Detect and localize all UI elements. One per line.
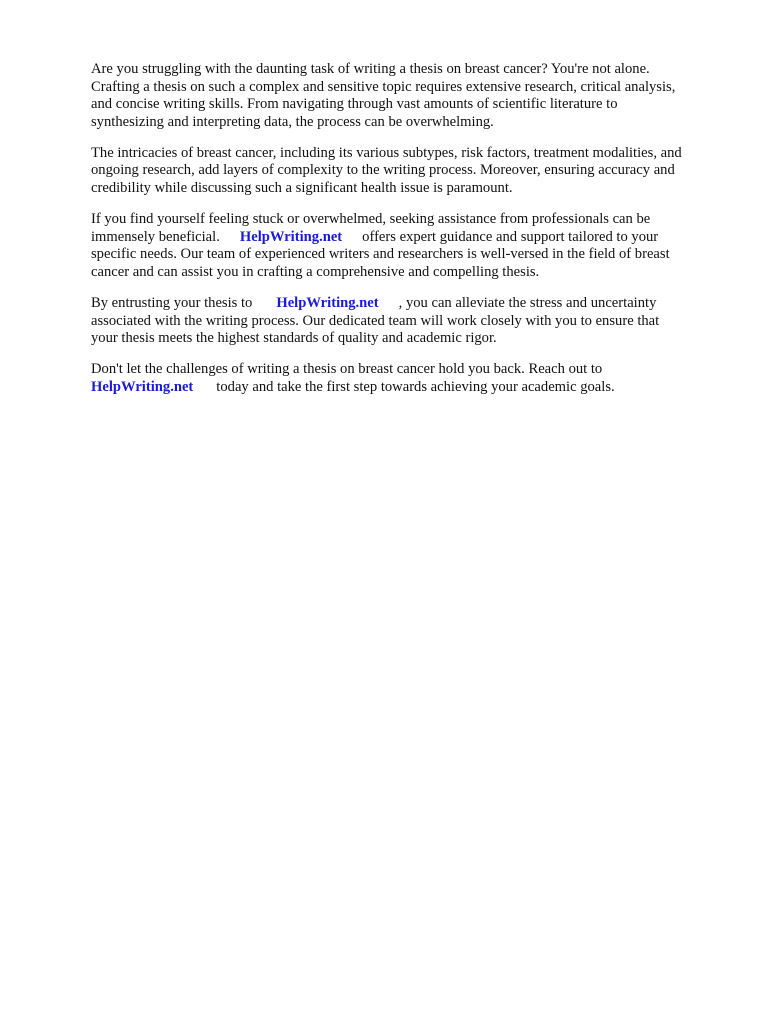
text-line: your thesis meets the highest standards of quality and academic rigor. [91, 330, 497, 347]
text-line: associated with the writing process. Our dedicated team will work closely with you to ensure that [91, 312, 660, 329]
text-line: cancer and can assist you in crafting a comprehensive and compelling thesis. [91, 263, 540, 280]
text-line-with-link [91, 229, 731, 247]
paragraph-closing [91, 361, 731, 396]
text-segment: today and take the first step towards achieving your academic goals. [216, 378, 615, 395]
document-body [91, 61, 731, 410]
helpwriting-link[interactable]: HelpWriting.net [276, 295, 379, 312]
text-line-with-link [91, 295, 731, 313]
paragraph-intricacies [91, 145, 731, 198]
text-segment: By entrusting your thesis to [91, 295, 253, 312]
text-line: ongoing research, add layers of complexity to the writing process. Moreover, ensuring accuracy and [91, 162, 675, 179]
helpwriting-link[interactable]: HelpWriting.net [239, 228, 343, 245]
paragraph-intro [91, 61, 731, 131]
text-segment: immensely beneficial. [91, 228, 220, 245]
text-line: Don't let the challenges of writing a thesis on breast cancer hold you back. Reach out to [91, 361, 603, 378]
text-line: credibility while discussing such a significant health issue is paramount. [91, 180, 513, 197]
text-segment: offers expert guidance and support tailored to your [362, 228, 659, 245]
text-line-with-link [91, 379, 731, 397]
paragraph-entrusting [91, 295, 731, 348]
text-line: Are you struggling with the daunting task of writing a thesis on breast cancer? You're not alone. [91, 61, 650, 77]
paragraph-assistance [91, 211, 731, 281]
text-line: If you find yourself feeling stuck or overwhelmed, seeking assistance from professionals can be [91, 211, 651, 228]
text-line: and concise writing skills. From navigating through vast amounts of scientific literature to [91, 96, 618, 113]
text-line: The intricacies of breast cancer, including its various subtypes, risk factors, treatment modalities, and [91, 144, 682, 161]
text-segment: , you can alleviate the stress and uncertainty [398, 295, 657, 312]
helpwriting-link[interactable]: HelpWriting.net [91, 378, 194, 395]
text-line: Crafting a thesis on such a complex and sensitive topic requires extensive research, critical analysis, [91, 78, 676, 95]
text-line: synthesizing and interpreting data, the process can be overwhelming. [91, 113, 494, 130]
text-line: specific needs. Our team of experienced writers and researchers is well-versed in the field of breast [91, 246, 670, 263]
